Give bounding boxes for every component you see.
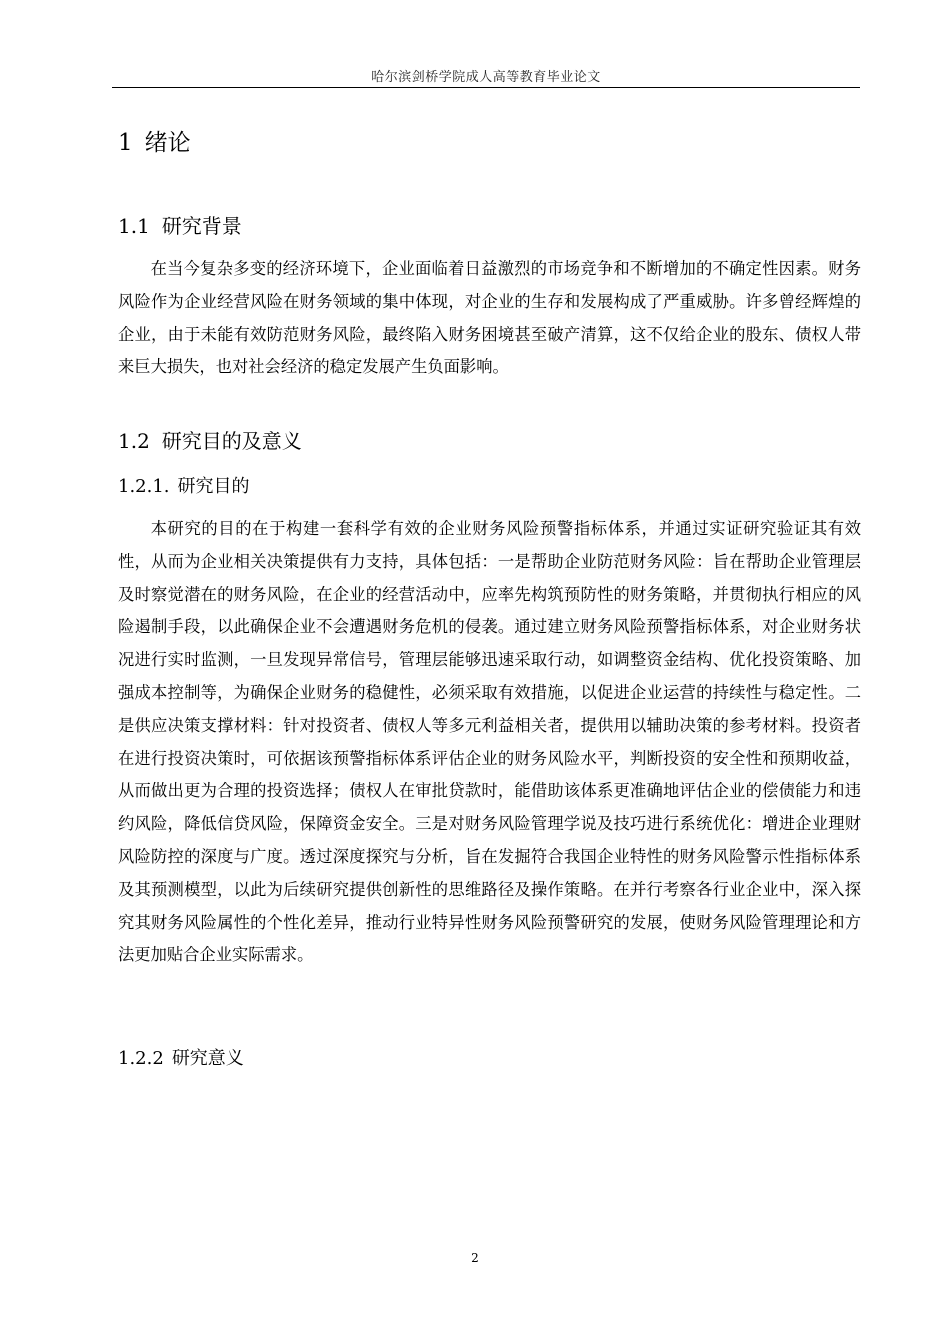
section-number: 1.1: [118, 214, 150, 238]
section-heading-1-2: [118, 425, 302, 454]
page-number: 2: [471, 1251, 479, 1265]
section-heading-1-1: [118, 210, 242, 239]
chapter-number: 1: [118, 130, 133, 156]
section-title: 研究目的: [177, 476, 250, 497]
section-title: 研究背景: [161, 214, 242, 238]
paragraph-purpose: 本研究的目的在于构建一套科学有效的企业财务风险预警指标体系，并通过实证研究验证其有效性，从而为企业相关决策提供有力支持，具体包括：一是帮助企业防范财务风险：旨在帮助企业管理层及时察觉潜在的财务风险，在企业的经营活动中，应率先构筑预防性的财务策略，并贯彻执行相应的风险遏制手段，以此确保企业不会遭遇财务危机的侵袭。通过建立财务风险预警指标体系，对企业财务状况进行实时监测，一旦发现异常信号，管理层能够迅速采取行动，如调整资金结构、优化投资策略、加强成本控制等，为确保企业财务的稳健性，必须采取有效措施，以促进企业运营的持续性与稳定性。二是供应决策支撑材料：针对投资者、债权人等多元利益相关者，提供用以辅助决策的参考材料。投资者在进行投资决策时，可依据该预警指标体系评估企业的财务风险水平，判断投资的安全性和预期收益，从而做出更为合理的投资选择；债权人在审批贷款时，能借助该体系更准确地评估企业的偿债能力和违约风险，降低信贷风险，保障资金安全。三是对财务风险管理学说及技巧进行系统优化：增进企业理财风险防控的深度与广度。透过深度探究与分析，旨在发掘符合我国企业特性的财务风险警示性指标体系及其预测模型，以此为后续研究提供创新性的思维路径及操作策略。在并行考察各行业企业中，深入探究其财务风险属性的个性化差异，推动行业特异性财务风险预警研究的发展，使财务风险管理理论和方法更加贴合企业实际需求。: [118, 519, 861, 965]
section-heading-1-2-2: [118, 1044, 244, 1070]
chapter-title: 绪论: [144, 130, 191, 156]
header-divider: [112, 87, 860, 88]
running-header: 哈尔滨剑桥学院成人高等教育毕业论文: [371, 70, 601, 85]
section-heading-1-2-1: [118, 472, 250, 498]
section-number: 1.2.2: [118, 1048, 164, 1069]
section-title: 研究目的及意义: [161, 429, 302, 453]
chapter-heading: [118, 124, 191, 157]
paragraph-background: 在当今复杂多变的经济环境下，企业面临着日益激烈的市场竞争和不断增加的不确定性因素。财务风险作为企业经营风险在财务领域的集中体现，对企业的生存和发展构成了严重威胁。许多曾经辉煌的企业，由于未能有效防范财务风险，最终陷入财务困境甚至破产清算，这不仅给企业的股东、债权人带来巨大损失，也对社会经济的稳定发展产生负面影响。: [118, 259, 861, 377]
section-title: 研究意义: [171, 1048, 244, 1069]
section-number: 1.2.1.: [118, 476, 170, 497]
section-number: 1.2: [118, 429, 150, 453]
